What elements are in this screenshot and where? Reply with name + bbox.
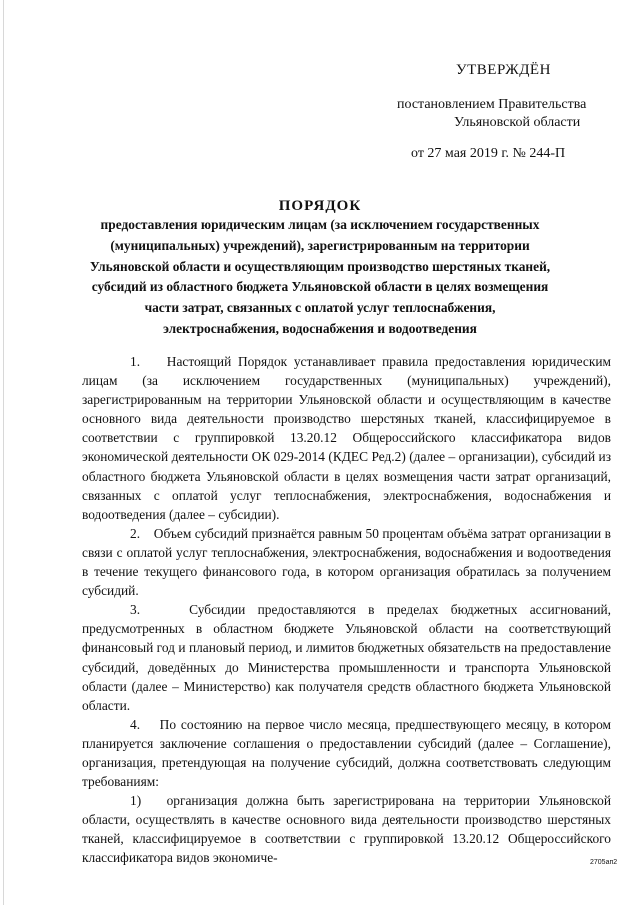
document-body (82, 352, 611, 868)
paragraph-3: 3. Субсидии предоставляются в пределах бюджетных ассигнований, предусмотренных в областном бюджете Ульяновской области на соответствующий финансовый год и плановый период, и лимитов бюджетных обязательств на предоставление субсидий, доведённых до Министерства промышленности и транспорта Ульяновской области (далее – Министерство) как получателя средств областного бюджета Ульяновской области. (82, 602, 611, 713)
scan-edge-line (3, 0, 4, 905)
footer-code: 2705ап2 (590, 859, 618, 866)
approved-stamp: УТВЕРЖДЁН (456, 62, 551, 78)
paragraph-1: 1. Настоящий Порядок устанавливает правила предоставления юридическим лицам (за исключением государственных (муниципальных) учреждений), зарегистрированным на территории Ульяновской области и осуществляющим в качестве основного вида деятельности производство шерстяных тканей, классифицируемое в соответствии с группировкой 13.20.12 Общероссийского классификатора видов экономической деятельности ОК 029-2014 (КДЕС Ред.2) (далее – организации), субсидий из областного бюджета Ульяновской области в целях возмещения части затрат организаций, связанных с оплатой услуг теплоснабжения, электроснабжения, водоснабжения и водоотведения (далее – субсидии). (82, 354, 611, 522)
paragraph-4-item-1: 1) организация должна быть зарегистрирована на территории Ульяновской области, осуществлять в качестве основного вида деятельности производство шерстяных тканей, классифицируемое в соответствии с группировкой 13.20.12 Общероссийского классификатора видов экономиче- (82, 793, 611, 866)
approval-line-3: от 27 мая 2019 г. № 244-П (411, 146, 566, 161)
approval-line-1: постановлением Правительства (397, 97, 587, 112)
document-title: ПОРЯДОК (278, 198, 362, 214)
document-subtitle: предоставления юридическим лицам (за исключением государственных (муниципальных) учреждений), зарегистрированным на территории Ульяновской области и осуществляющим производство шерстяных тканей, субсидий из областного бюджета Ульяновской области в целях возмещения части затрат, связанных с оплатой услуг теплоснабжения, электроснабжения, водоснабжения и водоотведения (89, 217, 551, 336)
paragraph-4: 4. По состоянию на первое число месяца, предшествующего месяцу, в котором планируется заключение соглашения о предоставлении субсидий (далее – Соглашение), организация, претендующая на получение субсидий, должна соответствовать следующим требованиям: (82, 716, 611, 790)
paragraph-2: 2. Объем субсидий признаётся равным 50 процентам объёма затрат организации в связи с оплатой услуг теплоснабжения, электроснабжения, водоснабжения и водоотведения в течение текущего финансового года, в котором организация обратилась за получением субсидий. (82, 525, 611, 599)
approval-line-2: Ульяновской области (454, 115, 581, 130)
